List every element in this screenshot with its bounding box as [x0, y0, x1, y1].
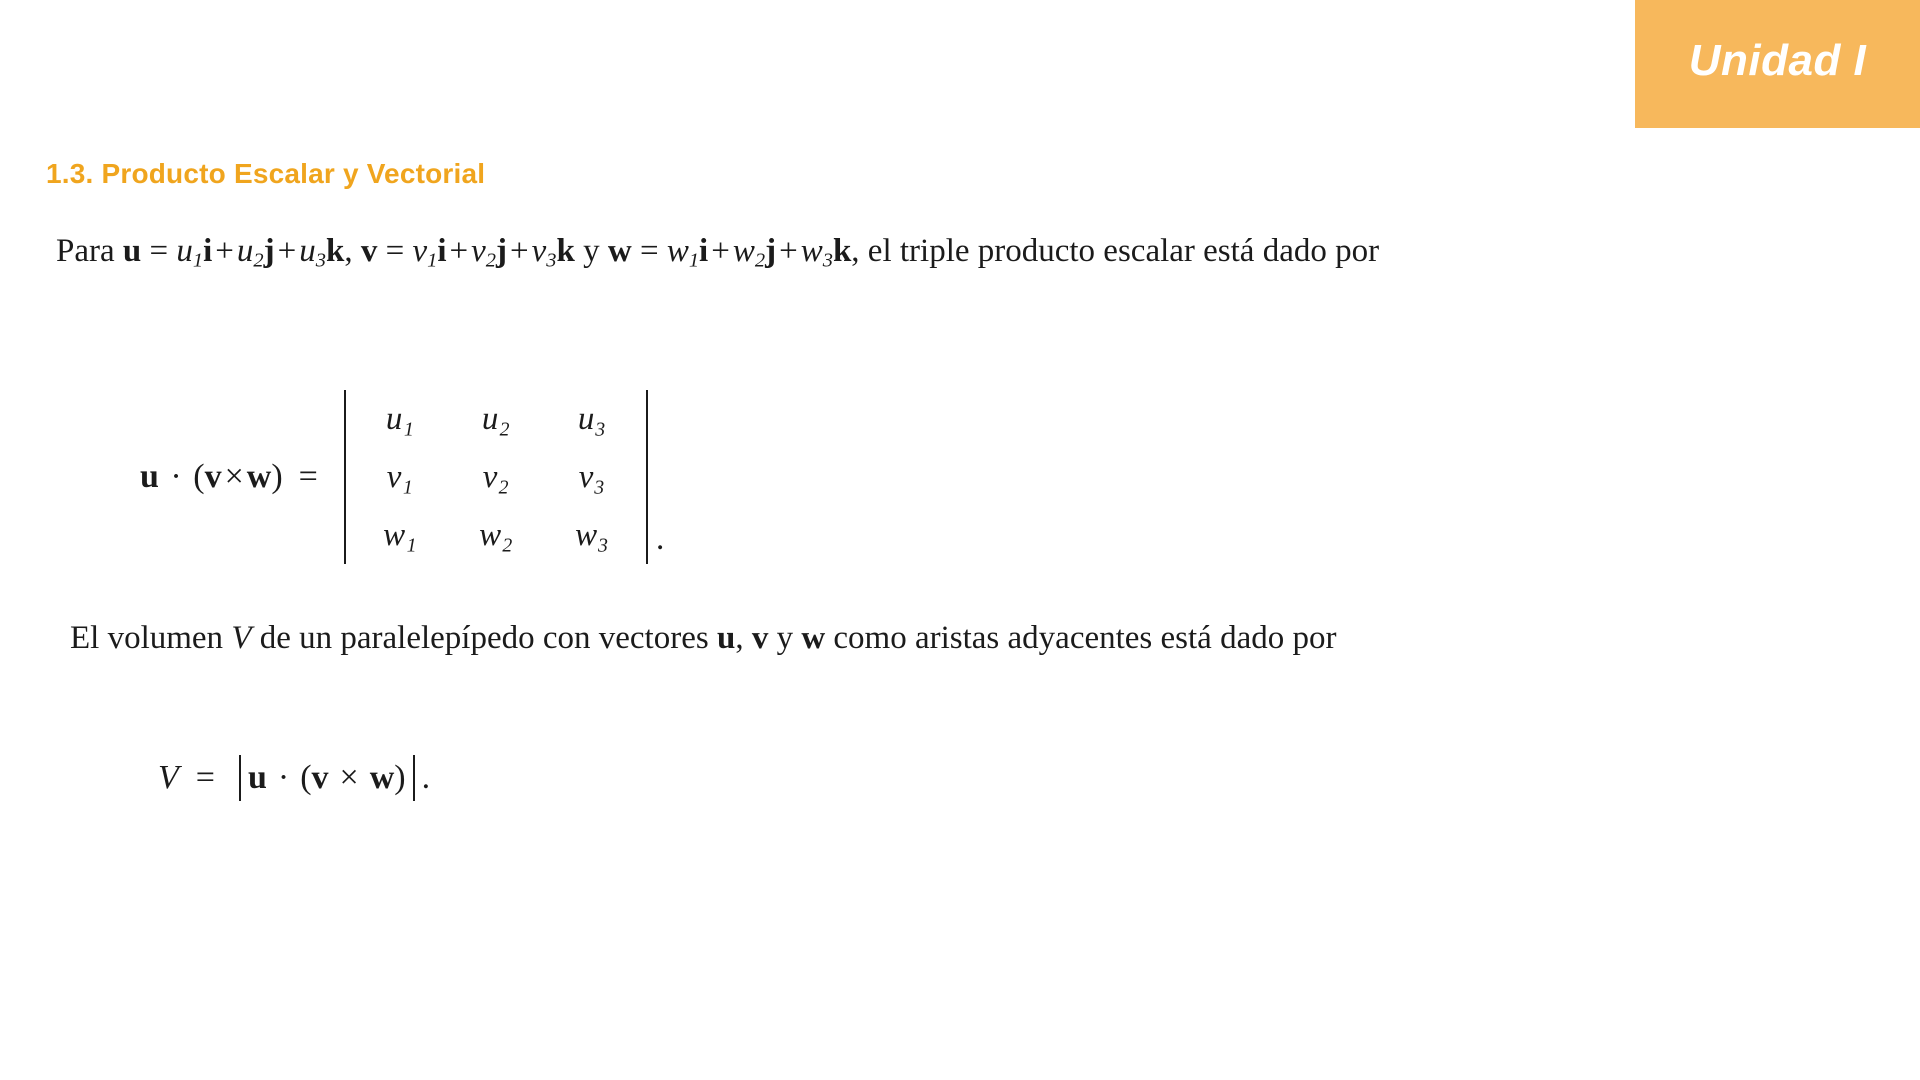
plus-6: + — [779, 233, 798, 269]
vector-u: u — [122, 233, 142, 269]
matrix-cell: w₁ — [383, 516, 417, 553]
basis-k-3: k — [832, 233, 852, 269]
triple-product-equation — [140, 390, 664, 564]
dot-operator: · — [170, 458, 182, 495]
volume-paren-open: ( — [300, 759, 312, 796]
basis-j-1: j — [263, 233, 275, 269]
lhs-vector-v: v — [204, 458, 222, 495]
lhs-vector-w: w — [246, 458, 272, 495]
v-component-2: $v_2$ — [471, 233, 496, 272]
volume-text-3: como aristas adyacentes está dado por — [825, 620, 1337, 656]
matrix-cell: w₂ — [479, 516, 513, 553]
u-component-2: $u_2$ — [236, 233, 264, 272]
determinant-grid — [352, 390, 640, 564]
intro-prefix: Para — [56, 233, 123, 269]
matrix-cell: w₃ — [575, 516, 609, 553]
matrix-cell: v₁ — [386, 458, 413, 495]
volume-paren-close: ) — [394, 759, 406, 796]
abs-bar-left — [239, 755, 241, 801]
volume-equals-sign: = — [195, 759, 215, 796]
volume-equation-period: . — [421, 759, 431, 796]
basis-i-3: i — [699, 233, 709, 269]
comma-1: , — [344, 233, 361, 269]
volume-equation — [158, 755, 430, 801]
equals-2: = — [377, 233, 413, 269]
volume-variable: V — [231, 620, 252, 656]
volume-text-2: de un paralelepípedo con vectores — [251, 620, 717, 656]
equals-sign: = — [298, 458, 318, 495]
basis-i-1: i — [203, 233, 213, 269]
matrix-cell: u₂ — [481, 400, 510, 437]
page-title: 1.3. Producto Escalar y Vectorial — [46, 158, 486, 189]
matrix-cell: v₃ — [578, 458, 605, 495]
intro-paragraph — [56, 228, 1656, 276]
paren-close: ) — [271, 458, 283, 495]
u-component-1: $u_1$ — [176, 233, 204, 272]
volume-eq-lhs: V — [158, 759, 179, 796]
intro-suffix: , el triple producto escalar está dado por — [851, 233, 1380, 269]
basis-j-3: j — [765, 233, 777, 269]
volume-eq-vector-w: w — [369, 759, 395, 796]
unit-banner-label: Unidad I — [1688, 36, 1867, 85]
volume-vector-u: u — [716, 620, 736, 656]
w-component-1: $w_1$ — [666, 233, 700, 272]
plus-1: + — [215, 233, 234, 269]
basis-k-1: k — [325, 233, 345, 269]
lhs-vector-u: u — [140, 458, 159, 495]
abs-bar-right — [413, 755, 415, 801]
vector-v: v — [360, 233, 378, 269]
plus-3: + — [449, 233, 469, 269]
v-component-1: $v_1$ — [412, 233, 438, 272]
volume-cross-operator: × — [339, 759, 359, 796]
matrix-cell: v₂ — [482, 458, 509, 495]
basis-i-2: i — [437, 233, 447, 269]
matrix-cell: u₃ — [577, 400, 606, 437]
plus-5: + — [711, 233, 730, 269]
determinant — [338, 390, 654, 564]
v-component-3: $v_3$ — [531, 233, 557, 272]
volume-paragraph — [70, 615, 1670, 662]
volume-eq-vector-u: u — [247, 759, 267, 796]
volume-sep-1: , — [735, 620, 752, 656]
paren-open: ( — [193, 458, 205, 495]
volume-dot-operator: · — [277, 759, 290, 796]
volume-vector-v: v — [751, 620, 769, 656]
u-component-3: $u_3$ — [299, 233, 326, 272]
unit-banner — [1635, 0, 1920, 128]
cross-operator: × — [224, 458, 244, 495]
determinant-bar-right — [646, 390, 648, 564]
basis-k-2: k — [556, 233, 575, 269]
triple-product-lhs — [140, 458, 283, 496]
volume-text-1: El volumen — [70, 620, 232, 656]
plus-2: + — [277, 233, 297, 269]
equals-1: = — [141, 233, 177, 269]
equation-period: . — [655, 520, 665, 557]
conjunction-y-1: y — [574, 233, 608, 269]
volume-sep-2: y — [768, 620, 802, 656]
basis-j-2: j — [495, 233, 507, 269]
plus-4: + — [509, 233, 529, 269]
vector-w: w — [607, 233, 632, 269]
w-component-2: $w_2$ — [732, 233, 766, 272]
w-component-3: $w_3$ — [800, 233, 833, 272]
determinant-bar-left — [344, 390, 346, 564]
matrix-cell: u₁ — [385, 400, 414, 437]
equals-3: = — [631, 233, 667, 269]
volume-vector-w: w — [801, 620, 826, 656]
volume-eq-vector-v: v — [311, 759, 329, 796]
